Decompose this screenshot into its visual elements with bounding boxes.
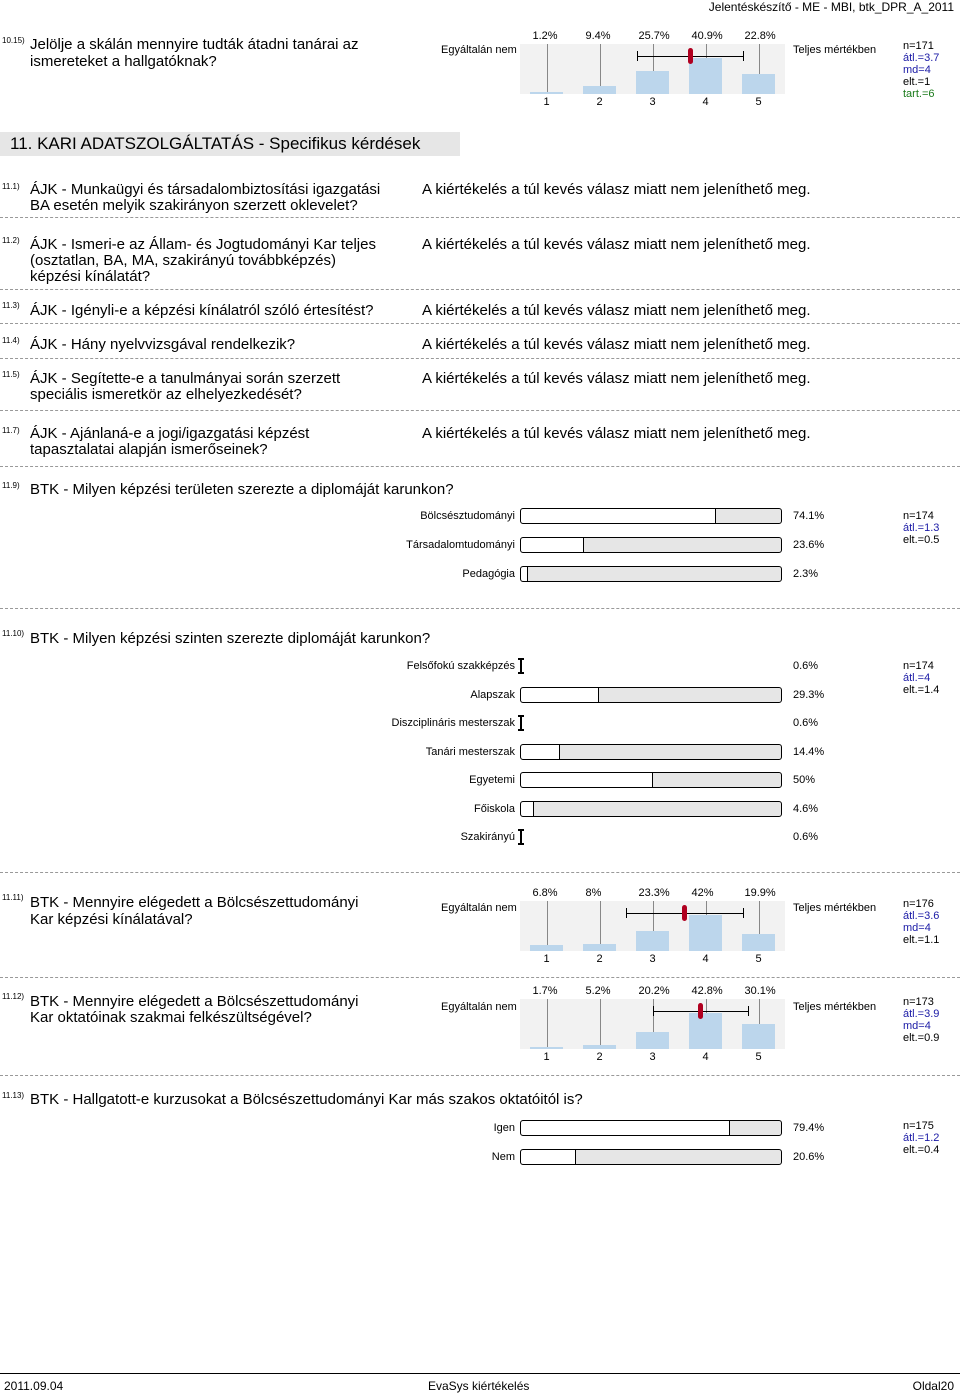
- divider: [0, 358, 960, 359]
- bar-category-label: Egyetemi: [469, 774, 515, 786]
- question-text: speciális ismeretkör az elhelyezkedését?: [30, 386, 302, 403]
- bar-track: [520, 744, 782, 760]
- bar-fill: [521, 745, 560, 759]
- bar-category-label: Bölcsésztudományi: [420, 510, 515, 522]
- bar-value-label: 0.6%: [793, 717, 819, 729]
- plot-area: [520, 999, 785, 1049]
- bar-track: [520, 1120, 782, 1136]
- question-text: ÁJK - Munkaügyi és társadalombiztosítási igazgatási: [30, 181, 381, 198]
- bar-marker-cap: [518, 829, 524, 831]
- bar-value-label: 42.8%: [691, 985, 723, 997]
- bar-category-label: Pedagógia: [462, 568, 515, 580]
- stat-n: n=174: [903, 660, 934, 672]
- stat-md: md=4: [903, 922, 931, 934]
- bar-value-label: 50%: [793, 774, 816, 786]
- scale-left-label: Egyáltalán nem: [441, 902, 517, 914]
- histogram-bar: [689, 915, 722, 951]
- bar-value-label: 42%: [691, 887, 714, 899]
- scale-tick-label: 3: [649, 953, 656, 965]
- divider: [0, 217, 960, 218]
- question-text: Jelölje a skálán mennyire tudták átadni tanárai az: [30, 36, 359, 53]
- divider: [0, 872, 960, 873]
- bar-value-label: 40.9%: [691, 30, 723, 42]
- bar-value-label: 5.2%: [585, 985, 611, 997]
- histogram-bar: [689, 1013, 722, 1049]
- histogram-bar: [636, 1032, 669, 1049]
- bar-marker-cap: [518, 843, 524, 845]
- bar-track: [520, 508, 782, 524]
- deviation-cap: [626, 908, 627, 918]
- stat-dev: elt.=1.4: [903, 684, 940, 696]
- stat-avg: átl.=1.3: [903, 522, 940, 534]
- bar-value-label: 30.1%: [744, 985, 776, 997]
- stats-block: [903, 1120, 939, 1156]
- bar-category-label: Diszciplináris mesterszak: [391, 717, 515, 729]
- bar-category-label: Igen: [493, 1122, 515, 1134]
- stats-block: [903, 660, 939, 696]
- gridline: [547, 901, 548, 951]
- question-number: 11.13): [2, 1091, 25, 1100]
- bar-value-label: 79.4%: [793, 1122, 825, 1134]
- question-text: ÁJK - Ajánlaná-e a jogi/igazgatási képzést: [30, 425, 310, 442]
- gridline: [547, 44, 548, 94]
- question-number: 11.1): [2, 182, 20, 191]
- divider: [0, 323, 960, 324]
- stats-block: [903, 898, 939, 946]
- scale-tick-label: 5: [755, 1051, 762, 1063]
- stat-avg: átl.=3.9: [903, 1008, 940, 1020]
- stat-dev: elt.=0.4: [903, 1144, 940, 1156]
- question-number: 11.3): [2, 301, 20, 310]
- bar-fill: [521, 1150, 576, 1164]
- stat-n: n=173: [903, 996, 934, 1008]
- footer-rule: [0, 1373, 960, 1374]
- gridline: [600, 999, 601, 1049]
- stat-abst: tart.=6: [903, 88, 935, 100]
- deviation-cap: [743, 908, 744, 918]
- bar-fill: [521, 567, 528, 581]
- bar-fill: [521, 773, 653, 787]
- horizontal-bar-chart: [0, 508, 960, 588]
- bar-fill: [521, 688, 599, 702]
- histogram-bar: [742, 1024, 775, 1049]
- bar-fill: [521, 1121, 730, 1135]
- footer-date: 2011.09.04: [4, 1379, 64, 1393]
- bar-marker-cap: [518, 658, 524, 660]
- question-text: BTK - Milyen képzési szinten szerezte diplomáját karunkon?: [30, 630, 431, 647]
- divider: [0, 466, 960, 467]
- histogram-bar: [583, 1045, 616, 1049]
- stat-avg: átl.=3.6: [903, 910, 940, 922]
- stats-block: [903, 40, 939, 100]
- question-text: tapasztalatai alapján ismerőseinek?: [30, 441, 268, 458]
- question-text: ismereteket a hallgatóknak?: [30, 53, 217, 70]
- bar-value-label: 20.2%: [638, 985, 670, 997]
- not-available-note: A kiértékelés a túl kevés válasz miatt nem jeleníthető meg.: [422, 302, 811, 319]
- bar-value-label: 6.8%: [532, 887, 558, 899]
- bar-category-label: Nem: [491, 1151, 515, 1163]
- stat-n: n=174: [903, 510, 934, 522]
- question-number: 11.2): [2, 236, 20, 245]
- question-text: BTK - Milyen képzési területen szerezte a diplomáját karunkon?: [30, 481, 454, 498]
- bar-fill: [521, 538, 584, 552]
- bar-fill: [521, 802, 534, 816]
- question-text: (osztatlan, BA, MA, szakirányú továbbképzés): [30, 252, 336, 269]
- footer-center: EvaSys kiértékelés: [428, 1379, 530, 1393]
- bar-category-label: Alapszak: [470, 688, 515, 701]
- divider: [0, 410, 960, 411]
- not-available-note: A kiértékelés a túl kevés válasz miatt nem jeleníthető meg.: [422, 370, 811, 387]
- question-text: BTK - Mennyire elégedett a Bölcsészettudományi: [30, 894, 359, 911]
- question-text: BA esetén melyik szakirányon szerzett oklevelet?: [30, 197, 358, 214]
- deviation-cap: [653, 1006, 654, 1016]
- bar-value-label: 74.1%: [793, 510, 825, 522]
- bar-marker-cap: [518, 715, 524, 717]
- bar-value-label: 0.6%: [793, 831, 819, 843]
- scale-tick-label: 2: [596, 1051, 603, 1063]
- question-number: 11.7): [2, 426, 20, 435]
- histogram-bar: [636, 931, 669, 951]
- mean-marker: [698, 1003, 703, 1019]
- divider: [0, 977, 960, 978]
- histogram-bar: [530, 1047, 563, 1049]
- histogram-bar: [583, 944, 616, 951]
- bar-value-label: 19.9%: [744, 887, 776, 899]
- bar-value-label: 14.4%: [793, 745, 825, 758]
- divider: [0, 289, 960, 290]
- question-text: BTK - Mennyire elégedett a Bölcsészettudományi: [30, 993, 359, 1010]
- scale-tick-label: 4: [702, 1051, 709, 1063]
- bar-value-label: 23.3%: [638, 887, 670, 899]
- histogram-chart: [520, 30, 785, 106]
- horizontal-bar-chart: [0, 1120, 960, 1180]
- scale-tick-label: 5: [755, 953, 762, 965]
- scale-tick-label: 3: [649, 1051, 656, 1063]
- bar-track: [520, 801, 782, 817]
- question-text: ÁJK - Igényli-e a képzési kínálatról szóló értesítést?: [30, 302, 374, 319]
- bar-track: [520, 1149, 782, 1165]
- divider: [0, 608, 960, 609]
- scale-tick-label: 4: [702, 953, 709, 965]
- stat-n: n=175: [903, 1120, 934, 1132]
- scale-tick-label: 1: [543, 96, 550, 108]
- not-available-note: A kiértékelés a túl kevés válasz miatt nem jeleníthető meg.: [422, 236, 811, 253]
- question-text: képzési kínálatát?: [30, 268, 151, 285]
- bar-marker-cap: [518, 729, 524, 731]
- bar-category-label: Főiskola: [474, 802, 515, 815]
- stat-avg: átl.=1.2: [903, 1132, 940, 1144]
- stats-block: [903, 996, 939, 1044]
- question-number: 11.10): [2, 629, 25, 638]
- scale-right-label: Teljes mértékben: [793, 44, 877, 56]
- bar-value-label: 1.2%: [532, 30, 558, 42]
- histogram-bar: [742, 74, 775, 94]
- deviation-cap: [637, 51, 638, 61]
- stats-block: [903, 510, 939, 546]
- bar-category-label: Felsőfokú szakképzés: [406, 660, 515, 672]
- bar-value-label: 0.6%: [793, 660, 819, 672]
- bar-value-label: 25.7%: [638, 30, 670, 42]
- question-text: BTK - Hallgatott-e kurzusokat a Bölcsészettudományi Kar más szakos oktatóitól is?: [30, 1091, 583, 1108]
- scale-right-label: Teljes mértékben: [793, 902, 877, 914]
- histogram-chart: [520, 887, 785, 966]
- horizontal-bar-chart: [0, 658, 960, 858]
- histogram-bar: [530, 92, 563, 94]
- histogram-chart: [520, 985, 785, 1064]
- stat-n: n=171: [903, 40, 934, 52]
- mean-marker: [682, 905, 687, 921]
- bar-marker-cap: [518, 672, 524, 674]
- question-number: 11.4): [2, 336, 20, 345]
- question-text: Kar képzési kínálatával?: [30, 911, 193, 928]
- bar-value-label: 2.3%: [793, 568, 819, 580]
- stat-dev: elt.=1: [903, 76, 931, 88]
- bar-fill: [521, 509, 716, 523]
- bar-value-label: 20.6%: [793, 1151, 825, 1163]
- bar-track: [520, 566, 782, 582]
- question-number: 11.12): [2, 992, 25, 1001]
- histogram-bar: [689, 58, 722, 94]
- plot-area: [520, 901, 785, 951]
- stat-avg: átl.=4: [903, 672, 931, 684]
- scale-tick-label: 3: [649, 96, 656, 108]
- question-number: 10.15): [2, 36, 25, 45]
- stat-n: n=176: [903, 898, 934, 910]
- stat-dev: elt.=0.5: [903, 534, 940, 546]
- bar-value-label: 29.3%: [793, 688, 825, 701]
- scale-left-label: Egyáltalán nem: [441, 1001, 517, 1013]
- bar-track: [520, 772, 782, 788]
- bar-value-label: 23.6%: [793, 539, 825, 551]
- bar-value-label: 9.4%: [585, 30, 611, 42]
- scale-left-label: Egyáltalán nem: [441, 44, 517, 56]
- bar-value-label: 22.8%: [744, 30, 776, 42]
- bar-category-label: Társadalomtudományi: [406, 539, 515, 551]
- stat-dev: elt.=1.1: [903, 934, 940, 946]
- deviation-cap: [748, 1006, 749, 1016]
- mean-marker: [688, 48, 693, 64]
- histogram-bar: [583, 86, 616, 94]
- scale-tick-label: 1: [543, 1051, 550, 1063]
- section-title: 11. KARI ADATSZOLGÁLTATÁS - Specifikus kérdések: [0, 132, 460, 156]
- question-text: ÁJK - Segítette-e a tanulmányai során szerzett: [30, 370, 341, 387]
- stat-md: md=4: [903, 64, 931, 76]
- not-available-note: A kiértékelés a túl kevés válasz miatt nem jeleníthető meg.: [422, 336, 811, 353]
- question-number: 11.9): [2, 481, 20, 490]
- bar-track: [520, 537, 782, 553]
- stat-md: md=4: [903, 1020, 931, 1032]
- question-number: 11.5): [2, 370, 20, 379]
- question-number: 11.11): [2, 893, 24, 902]
- footer-page: Oldal20: [912, 1379, 954, 1393]
- not-available-note: A kiértékelés a túl kevés válasz miatt nem jeleníthető meg.: [422, 181, 811, 198]
- scale-tick-label: 5: [755, 96, 762, 108]
- bar-value-label: 1.7%: [532, 985, 558, 997]
- bar-category-label: Tanári mesterszak: [425, 745, 515, 758]
- question-text: ÁJK - Ismeri-e az Állam- és Jogtudományi Kar teljes: [30, 236, 376, 253]
- not-available-note: A kiértékelés a túl kevés válasz miatt nem jeleníthető meg.: [422, 425, 811, 442]
- gridline: [547, 999, 548, 1049]
- stat-avg: átl.=3.7: [903, 52, 940, 64]
- scale-tick-label: 4: [702, 96, 709, 108]
- stat-dev: elt.=0.9: [903, 1032, 940, 1044]
- histogram-bar: [636, 71, 669, 94]
- question-text: ÁJK - Hány nyelvvizsgával rendelkezik?: [30, 336, 296, 353]
- divider: [0, 1075, 960, 1076]
- question-text: Kar oktatóinak szakmai felkészültségével?: [30, 1009, 312, 1026]
- scale-right-label: Teljes mértékben: [793, 1001, 877, 1013]
- bar-category-label: Szakirányú: [460, 831, 515, 843]
- bar-track: [520, 687, 782, 703]
- scale-tick-label: 2: [596, 953, 603, 965]
- bar-value-label: 8%: [585, 887, 602, 899]
- deviation-cap: [743, 51, 744, 61]
- plot-area: [520, 44, 785, 94]
- histogram-bar: [530, 945, 563, 951]
- scale-tick-label: 1: [543, 953, 550, 965]
- histogram-bar: [742, 934, 775, 951]
- bar-value-label: 4.6%: [793, 802, 819, 815]
- report-header: Jelentéskészítő - ME - MBI, btk_DPR_A_2011: [708, 0, 954, 14]
- scale-tick-label: 2: [596, 96, 603, 108]
